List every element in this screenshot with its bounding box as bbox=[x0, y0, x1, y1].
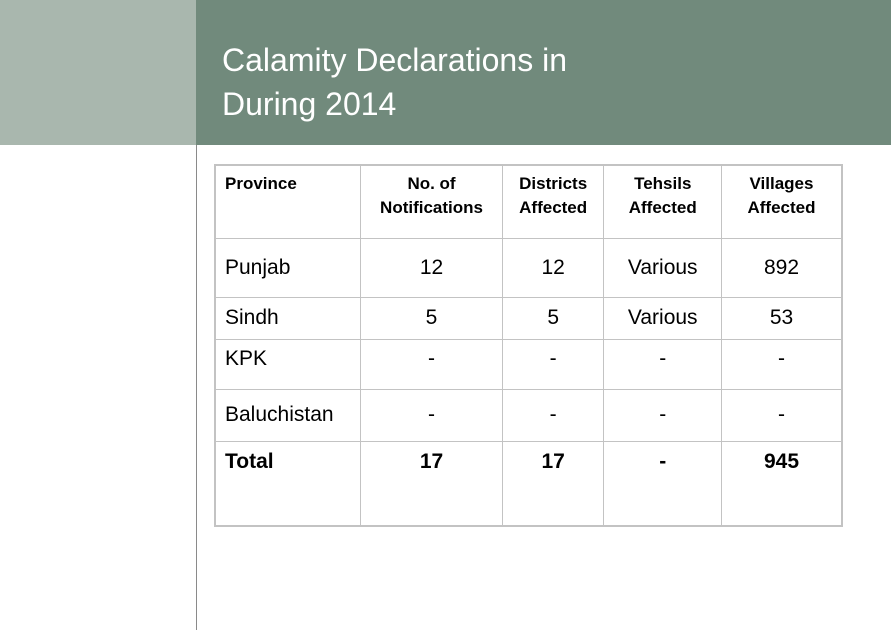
cell-notifications: - bbox=[361, 389, 503, 441]
slide-title bbox=[222, 38, 567, 126]
cell-districts: 12 bbox=[502, 238, 604, 297]
table-row bbox=[215, 238, 842, 297]
cell-total-villages: 945 bbox=[722, 441, 843, 526]
vertical-divider bbox=[196, 145, 197, 630]
header-districts: Districts Affected bbox=[502, 165, 604, 238]
cell-districts: 5 bbox=[502, 297, 604, 339]
header-villages: Villages Affected bbox=[722, 165, 843, 238]
table-row bbox=[215, 339, 842, 389]
table-row bbox=[215, 389, 842, 441]
cell-province: KPK bbox=[215, 339, 361, 389]
cell-districts: - bbox=[502, 339, 604, 389]
header-notifications: No. of Notifications bbox=[361, 165, 503, 238]
cell-tehsils: Various bbox=[604, 238, 722, 297]
header-province: Province bbox=[215, 165, 361, 238]
cell-province: Punjab bbox=[215, 238, 361, 297]
calamity-table bbox=[214, 164, 843, 527]
cell-total-districts: 17 bbox=[502, 441, 604, 526]
cell-notifications: 12 bbox=[361, 238, 503, 297]
cell-total-notifications: 17 bbox=[361, 441, 503, 526]
table-row bbox=[215, 297, 842, 339]
cell-villages: 892 bbox=[722, 238, 843, 297]
cell-province: Sindh bbox=[215, 297, 361, 339]
cell-notifications: 5 bbox=[361, 297, 503, 339]
cell-total-label: Total bbox=[215, 441, 361, 526]
cell-districts: - bbox=[502, 389, 604, 441]
cell-total-tehsils: - bbox=[604, 441, 722, 526]
slide-title-line-2: During 2014 bbox=[222, 86, 397, 122]
cell-villages: - bbox=[722, 389, 843, 441]
header-tehsils: Tehsils Affected bbox=[604, 165, 722, 238]
cell-villages: 53 bbox=[722, 297, 843, 339]
table-total-row bbox=[215, 441, 842, 526]
cell-province: Baluchistan bbox=[215, 389, 361, 441]
cell-notifications: - bbox=[361, 339, 503, 389]
slide-title-line-1: Calamity Declarations in bbox=[222, 42, 568, 78]
cell-villages: - bbox=[722, 339, 843, 389]
left-accent-band bbox=[0, 0, 196, 145]
cell-tehsils: Various bbox=[604, 297, 722, 339]
cell-tehsils: - bbox=[604, 339, 722, 389]
cell-tehsils: - bbox=[604, 389, 722, 441]
table-header-row bbox=[215, 165, 842, 238]
